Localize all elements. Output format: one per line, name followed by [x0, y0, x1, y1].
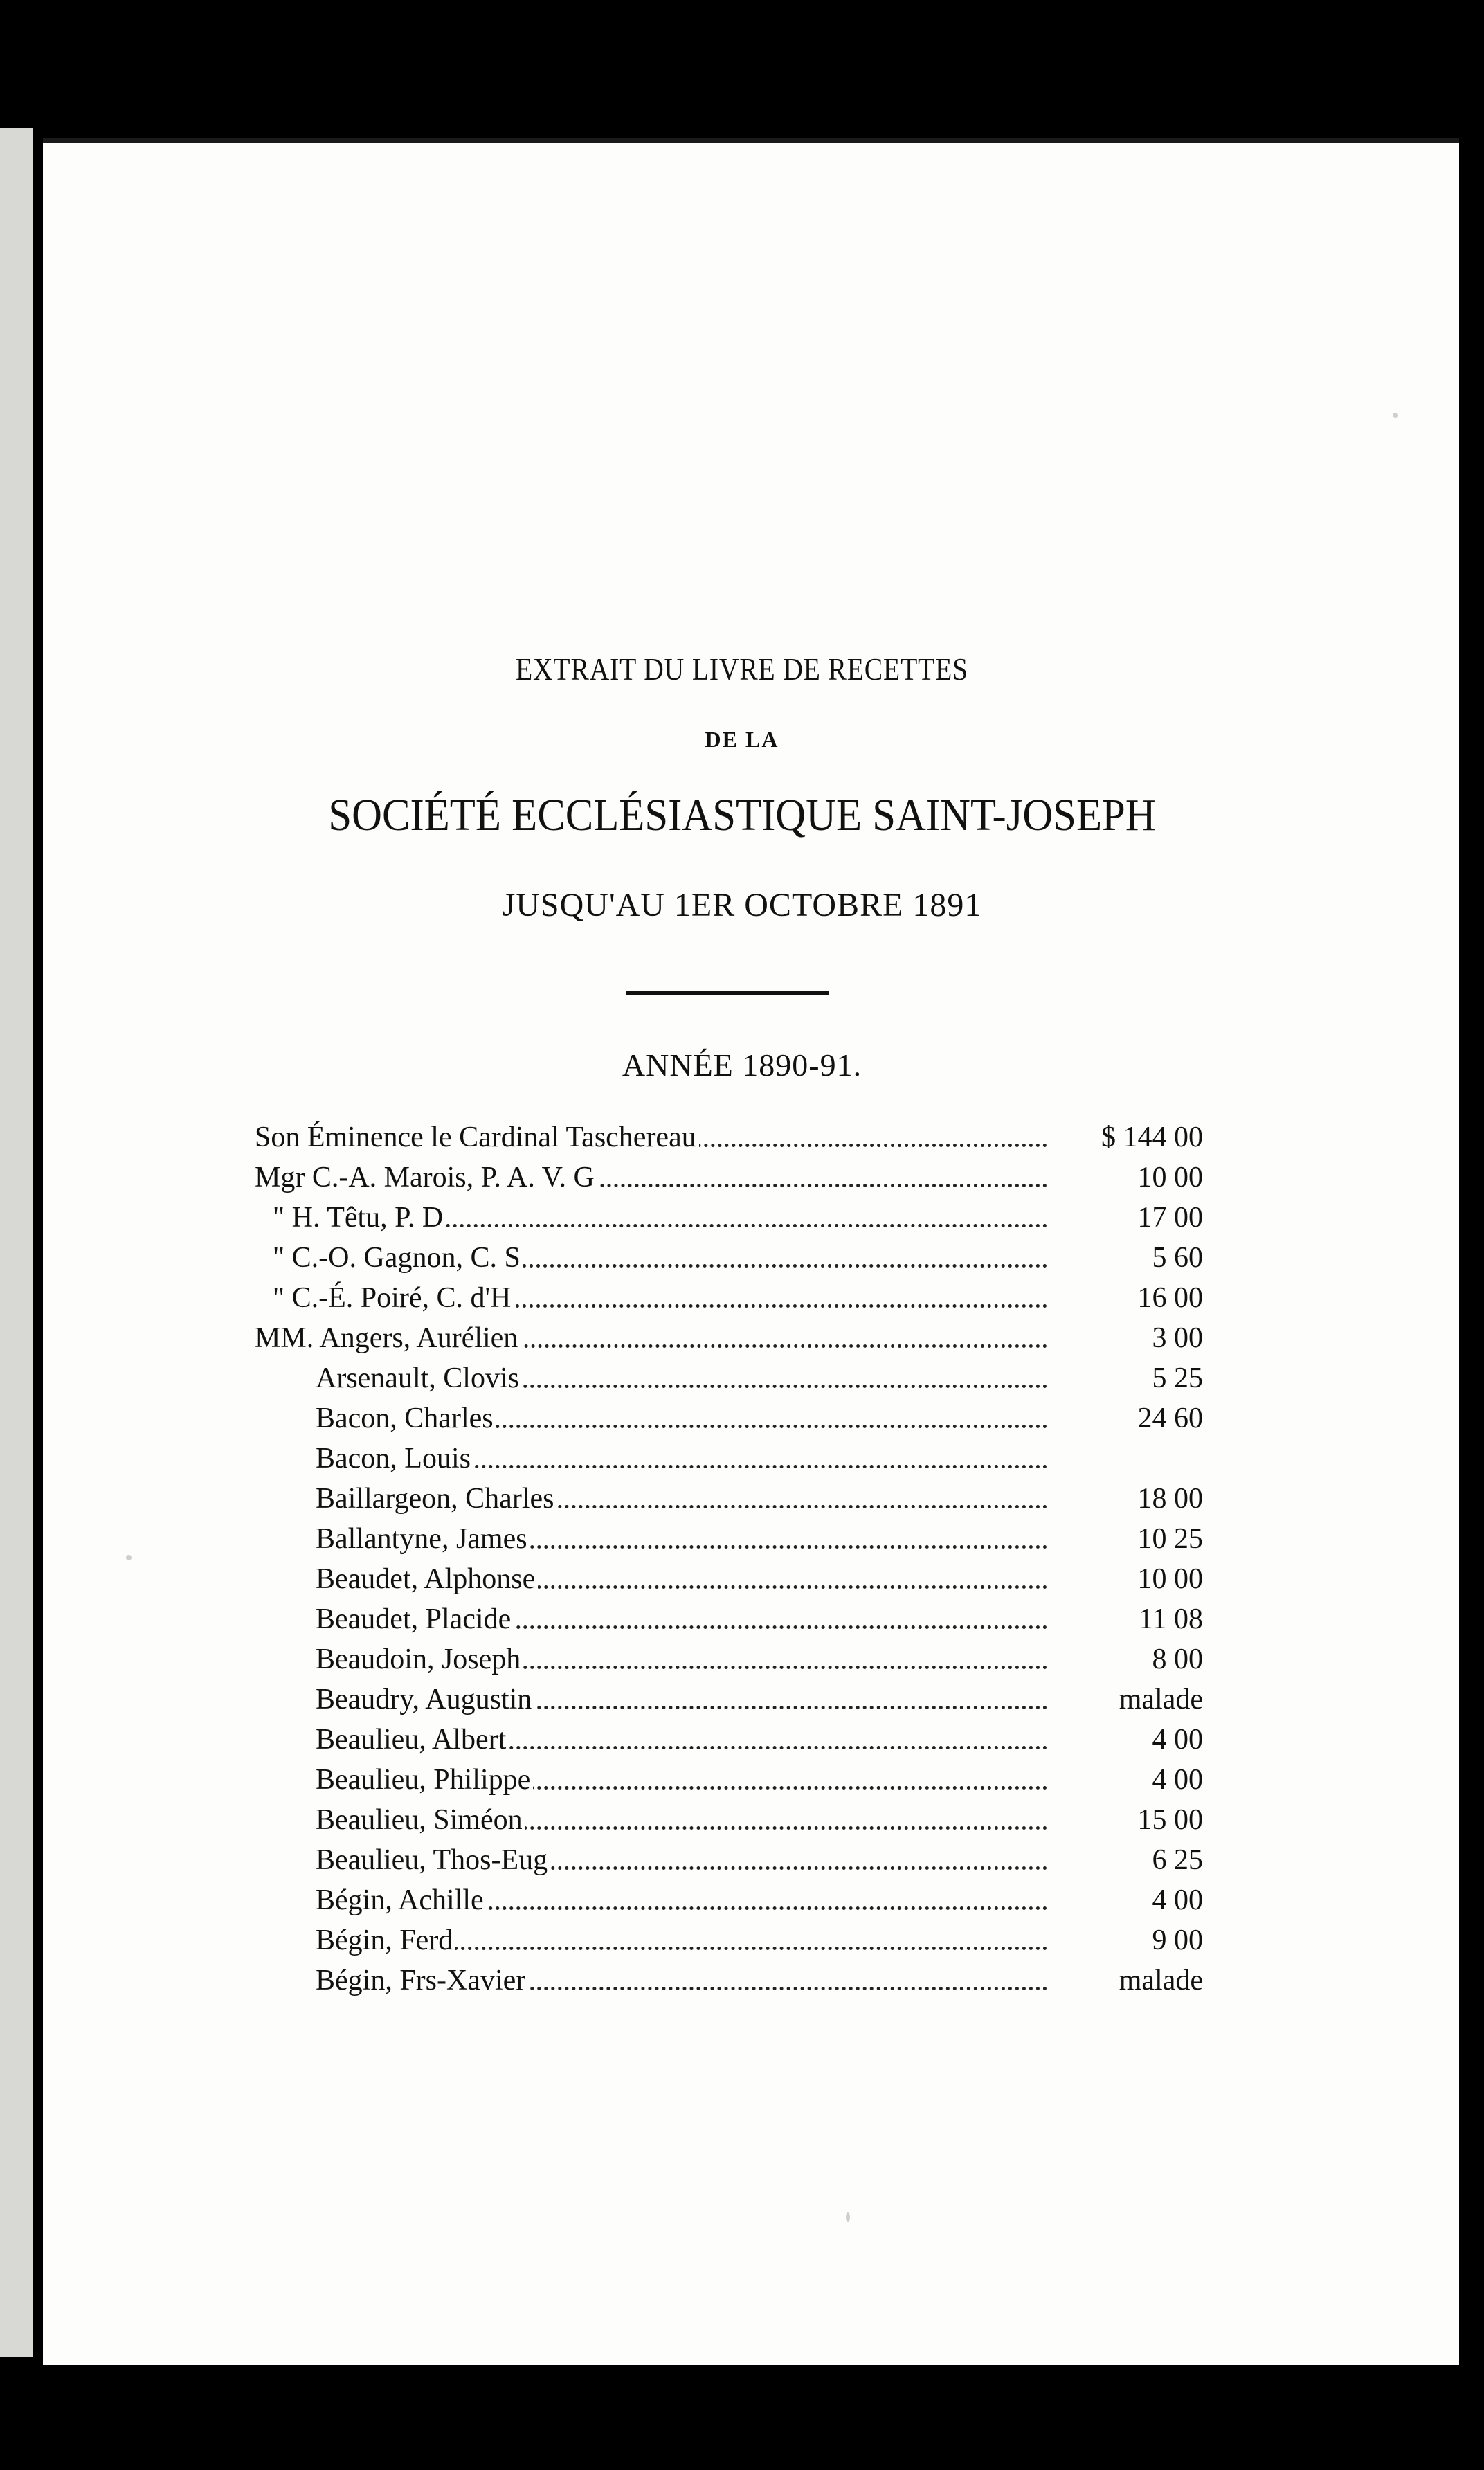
- ledger-row: [255, 1358, 1203, 1398]
- subscriber-name: Beaulieu, Philippe: [316, 1760, 533, 1800]
- amount-value: 6 25: [1152, 1844, 1203, 1876]
- receipts-ledger: [255, 1117, 1203, 2001]
- amount-value: 4 00: [1152, 1764, 1203, 1796]
- subscriber-name: " H. Têtu, P. D: [273, 1198, 446, 1238]
- amount-value: 16 00: [1137, 1282, 1203, 1314]
- ledger-row: [255, 1920, 1203, 1960]
- amount-value: 4 00: [1152, 1724, 1203, 1756]
- amount-value: 5 60: [1152, 1242, 1203, 1274]
- ledger-row: [255, 1720, 1203, 1760]
- extract-heading: EXTRAIT DU LIVRE DE RECETTES: [515, 651, 969, 687]
- subscriber-name: Beaudoin, Joseph: [316, 1639, 523, 1679]
- amount-value: 3 00: [1152, 1322, 1203, 1354]
- subscriber-name: Ballantyne, James: [316, 1519, 530, 1559]
- subscriber-name: Bégin, Achille: [316, 1880, 487, 1920]
- amount-value: 8 00: [1152, 1643, 1203, 1675]
- ledger-row: [255, 1840, 1203, 1880]
- ledger-row: [255, 1198, 1203, 1238]
- subscriber-name: " C.-O. Gagnon, C. S: [273, 1238, 523, 1278]
- subscriber-name: Baillargeon, Charles: [316, 1479, 556, 1519]
- subscriber-name: Beaudry, Augustin: [316, 1679, 534, 1720]
- amount-value: 24 60: [1137, 1403, 1203, 1434]
- amount-value: malade: [1119, 1965, 1203, 1996]
- ledger-row: [255, 1960, 1203, 2001]
- subscriber-name: Beaulieu, Thos-Eug: [316, 1840, 550, 1880]
- ledger-row: [255, 1157, 1203, 1198]
- paper-speck: [846, 2212, 850, 2222]
- subscriber-name: Bacon, Charles: [316, 1398, 496, 1439]
- amount-value: 4 00: [1152, 1884, 1203, 1916]
- ledger-row: [255, 1117, 1203, 1157]
- amount-value: 15 00: [1137, 1804, 1203, 1836]
- subscriber-name: MM. Angers, Aurélien: [255, 1318, 521, 1358]
- ledger-row: [255, 1519, 1203, 1559]
- society-title: SOCIÉTÉ ECCLÉSIASTIQUE SAINT-JOSEPH: [328, 790, 1156, 840]
- amount-value: 18 00: [1137, 1483, 1203, 1515]
- paper-speck: [126, 1555, 132, 1560]
- ledger-row: [255, 1479, 1203, 1519]
- ledger-row: [255, 1278, 1203, 1318]
- date-heading: JUSQU'AU 1ER OCTOBRE 1891: [502, 887, 982, 923]
- subscriber-name: Beaulieu, Siméon: [316, 1800, 525, 1840]
- ledger-row: [255, 1238, 1203, 1278]
- subscriber-name: Bégin, Frs-Xavier: [316, 1960, 528, 2001]
- amount-value: 10 00: [1137, 1563, 1203, 1595]
- amount-value: 5 25: [1152, 1362, 1203, 1394]
- amount-value: 9 00: [1152, 1924, 1203, 1956]
- ledger-row: [255, 1318, 1203, 1358]
- amount-value: $ 144 00: [1101, 1121, 1203, 1153]
- ledger-row: [255, 1599, 1203, 1639]
- year-heading: ANNÉE 1890-91.: [622, 1047, 862, 1083]
- divider-rule: [626, 991, 829, 995]
- subscriber-name: Bégin, Ferd: [316, 1920, 455, 1960]
- de-la-heading: DE LA: [705, 727, 779, 752]
- ledger-row: [255, 1800, 1203, 1840]
- subscriber-name: Beaudet, Alphonse: [316, 1559, 538, 1599]
- ledger-row: [255, 1679, 1203, 1720]
- amount-value: 11 08: [1139, 1603, 1203, 1635]
- subscriber-name: Bacon, Louis: [316, 1439, 473, 1479]
- amount-value: 17 00: [1137, 1202, 1203, 1234]
- adjacent-page-edge: [0, 128, 33, 2357]
- amount-value: malade: [1119, 1684, 1203, 1715]
- subscriber-name: Mgr C.-A. Marois, P. A. V. G: [255, 1157, 597, 1198]
- subscriber-name: " C.-É. Poiré, C. d'H: [273, 1278, 514, 1318]
- subscriber-name: Beaudet, Placide: [316, 1599, 514, 1639]
- subscriber-name: Son Éminence le Cardinal Taschereau: [255, 1117, 699, 1157]
- ledger-row: [255, 1760, 1203, 1800]
- ledger-row: [255, 1639, 1203, 1679]
- subscriber-name: Beaulieu, Albert: [316, 1720, 509, 1760]
- ledger-row: [255, 1398, 1203, 1439]
- paper-speck: [1393, 413, 1398, 418]
- amount-value: 10 00: [1137, 1162, 1203, 1193]
- subscriber-name: Arsenault, Clovis: [316, 1358, 522, 1398]
- amount-value: 10 25: [1137, 1523, 1203, 1555]
- ledger-row: [255, 1880, 1203, 1920]
- ledger-row: [255, 1439, 1203, 1479]
- ledger-row: [255, 1559, 1203, 1599]
